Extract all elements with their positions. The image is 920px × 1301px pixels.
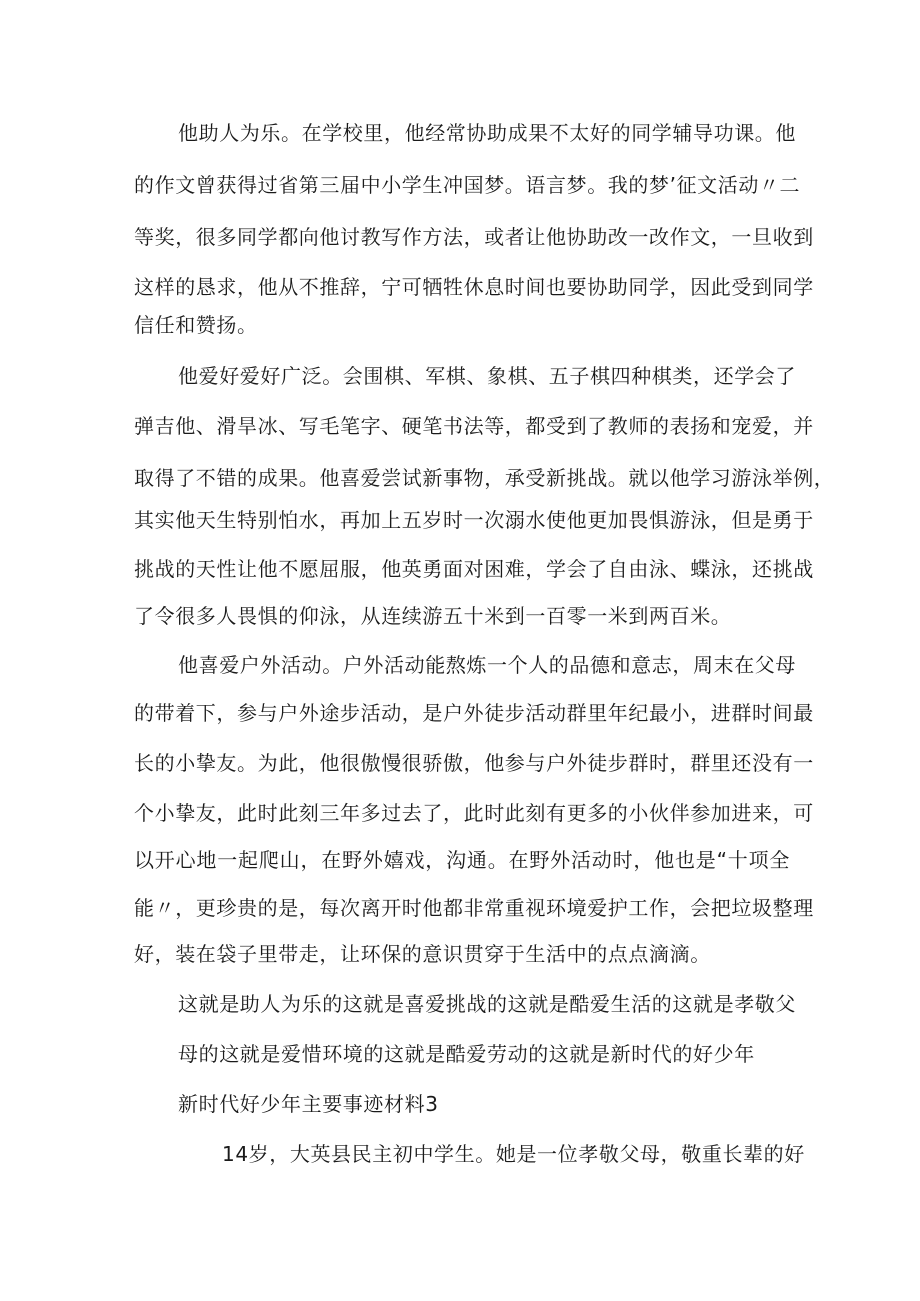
paragraph-2-line-5: 挑战的天性让他不愿屈服，他英勇面对困难，学会了自由泳、蝶泳，还挑战 [134,557,814,581]
paragraph-3-line-1: 他喜爱户外活动。户外活动能熬炼一个人的品德和意志，周末在父母 [178,653,796,677]
paragraph-2-line-4: 其实他天生特别怕水，再加上五岁时一次溺水使他更加畏惧游泳，但是勇于 [134,508,814,532]
paragraph-2-line-2: 弹吉他、滑旱冰、写毛笔字、硬笔书法等，都受到了教师的表扬和宠爱，并 [134,414,814,438]
paragraph-1-line-4: 这样的恳求，他从不推辞，宁可牺牲休息时间也要协助同学，因此受到同学 [134,275,814,299]
paragraph-3-line-3: 长的小挚友。为此，他很傲慢很骄傲，他参与户外徒步群时，群里还没有一 [134,751,814,775]
paragraph-2-line-6: 了令很多人畏惧的仰泳，从连续游五十米到一百零一米到两百米。 [134,604,732,628]
paragraph-1-line-1: 他助人为乐。在学校里，他经常协助成果不太好的同学辅导功课。他 [178,121,796,145]
paragraph-3-line-2: 的带着下，参与户外途步活动，是户外徒步活动群里年纪最小，进群时间最 [134,701,814,725]
paragraph-1-line-3: 等奖，很多同学都向他讨教写作方法，或者让他协助改一改作文，一旦收到 [134,225,814,249]
paragraph-3-line-5: 以开心地一起爬山，在野外嬉戏，沟通。在野外活动时，他也是“十项全 [134,848,790,872]
paragraph-2-line-3: 取得了不错的成果。他喜爱尝试新事物，承受新挑战。就以他学习游泳举例， [134,466,835,490]
paragraph-2-line-1: 他爱好爱好广泛。会围棋、军棋、象棋、五子棋四种棋类，还学会了 [178,364,796,388]
paragraph-4-line-2: 母的这就是爱惜环境的这就是酷爱劳动的这就是新时代的好少年 [178,1042,755,1066]
paragraph-3-line-4: 个小挚友，此时此刻三年多过去了，此时此刻有更多的小伙伴参加进来，可 [134,801,814,825]
section-heading: 新时代好少年主要事迹材料3 [178,1092,439,1116]
paragraph-1-line-2: 的作文曾获得过省第三届中小学生冲国梦。语言梦。我的梦’征文活动〃二 [134,173,801,197]
paragraph-3-line-6: 能〃，更珍贵的是，每次离开时他都非常重视环境爱护工作，会把垃圾整理 [134,896,814,920]
paragraph-5-line-1: 14岁，大英县民主初中学生。她是一位孝敬父母，敬重长辈的好 [222,1142,805,1166]
paragraph-1-line-5: 信任和赞扬。 [134,313,258,337]
paragraph-4-line-1: 这就是助人为乐的这就是喜爱挑战的这就是酷爱生活的这就是孝敬父 [178,992,796,1016]
paragraph-3-line-7: 好，装在袋子里带走，让环保的意识贯穿于生活中的点点滴滴。 [134,942,711,966]
